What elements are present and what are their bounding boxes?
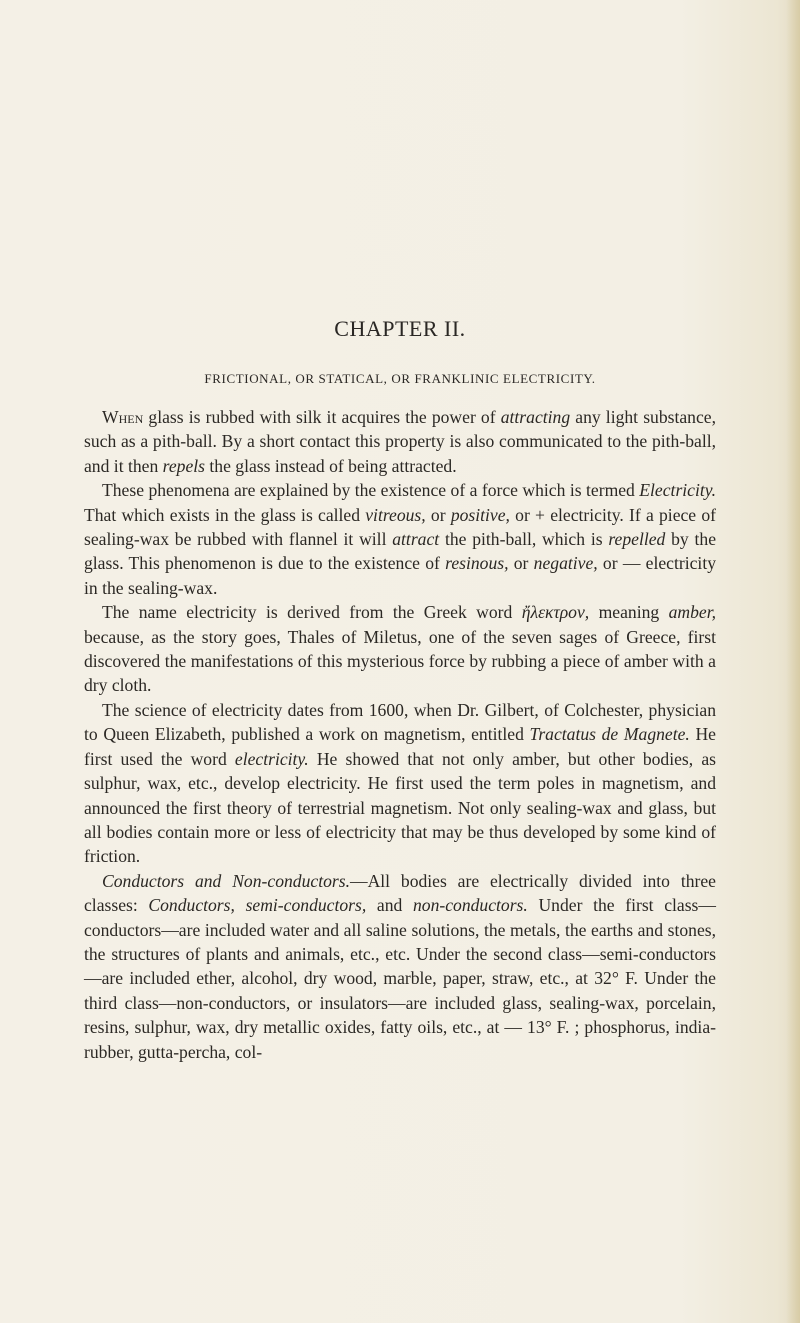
italic-term: resinous, xyxy=(445,553,509,574)
chapter-subtitle: FRICTIONAL, OR STATICAL, OR FRANKLINIC ELECTRICITY. xyxy=(204,371,596,386)
italic-term: semi-conductors, xyxy=(245,895,367,916)
text-run: These phenomena are explained by the existence of a force which is termed xyxy=(102,480,640,501)
italic-term: positive, xyxy=(450,504,510,525)
text-run: the pith-ball, which is xyxy=(439,529,609,550)
italic-term: negative, xyxy=(533,553,598,574)
text-run: The science of electricity dates from 1600, when Dr. Gilbert, of Colchester, physician to Queen Elizabeth, published a work on magnetism, entitled xyxy=(84,699,716,745)
text-run: or xyxy=(425,504,451,525)
italic-term: non-conductors. xyxy=(412,895,528,916)
text-run: or — electricity in the sealing-wax. xyxy=(84,553,717,598)
greek-word: ἤλεκτρον, xyxy=(521,602,590,623)
text-run: because, as the story goes, Thales of Miletus, one of the seven sages of Greece, first discovered the manifestations of this mysterious force by rubbing a piece of amber with a dry cloth. xyxy=(84,626,716,696)
italic-term: Electricity. xyxy=(639,480,716,501)
italic-term: vitreous, xyxy=(365,504,426,525)
text-run: or xyxy=(508,553,534,574)
paragraph-1 xyxy=(84,405,716,478)
italic-term: repelled xyxy=(608,529,666,550)
body-text xyxy=(84,405,716,1064)
italic-term: electricity. xyxy=(234,748,309,769)
chapter-heading: CHAPTER II. xyxy=(334,316,466,341)
text-run: —All bodies are electrically divided into three classes: xyxy=(84,870,716,916)
paragraph-5 xyxy=(84,869,716,1064)
paragraph-3 xyxy=(84,600,716,698)
italic-title: Tractatus de Magnete. xyxy=(529,724,690,745)
text-run xyxy=(235,895,246,915)
text-run: Under the first class—conductors—are included water and all saline solutions, the metals, the earths and stones, the structures of plants and animals, etc., etc. Under the second class—semi-conductors—are included ether, alcohol, dry wood, marble, paper, straw, etc., at 32° F. Under the third class—non-conductors, or insulators—are included glass, sealing-wax, porcelain, resins, sulphur, wax, dry metallic oxides, fatty oils, etc., at — 13° F. ; phosphorus, india-rubber, gutta-percha, col- xyxy=(84,895,716,1062)
text-run: glass is rubbed with silk it acquires the power of xyxy=(143,407,501,427)
text-run: by the glass. This phenomenon is due to the existence of xyxy=(84,529,717,574)
italic-term: amber, xyxy=(668,602,716,623)
lead-word: When xyxy=(102,407,144,427)
italic-term: attract xyxy=(392,529,440,550)
text-run: any light substance, such as a pith-ball. By a short contact this property is also communicated to the pith-ball, and it then xyxy=(84,407,716,476)
page-edge-shadow xyxy=(786,0,800,1323)
section-heading: Conductors and Non-conductors. xyxy=(102,870,350,891)
italic-term: repels xyxy=(162,455,206,476)
text-run: He first used the word xyxy=(84,724,716,769)
text-run: The name electricity is derived from the Greek word xyxy=(102,602,522,623)
text-run: He showed that not only amber, but other bodies, as sulphur, wax, etc., develop electricity. He first used the term poles in magnetism, and announced the first theory of terrestrial magnetism. Not only sealing-wax and glass, but all bodies contain more or less of electricity that may be thus developed by some kind of friction. xyxy=(84,748,716,867)
text-run: meaning xyxy=(589,602,669,623)
text-run: the glass instead of being attracted. xyxy=(205,455,457,476)
paragraph-4 xyxy=(84,698,716,869)
paragraph-2 xyxy=(84,478,716,600)
italic-term: Conductors, xyxy=(148,895,235,916)
text-run: That which exists in the glass is called xyxy=(84,504,366,525)
italic-term: attracting xyxy=(500,407,571,427)
text-run: and xyxy=(366,895,413,916)
text-run: or + electricity. If a piece of sealing-wax be rubbed with flannel it will xyxy=(84,504,717,550)
